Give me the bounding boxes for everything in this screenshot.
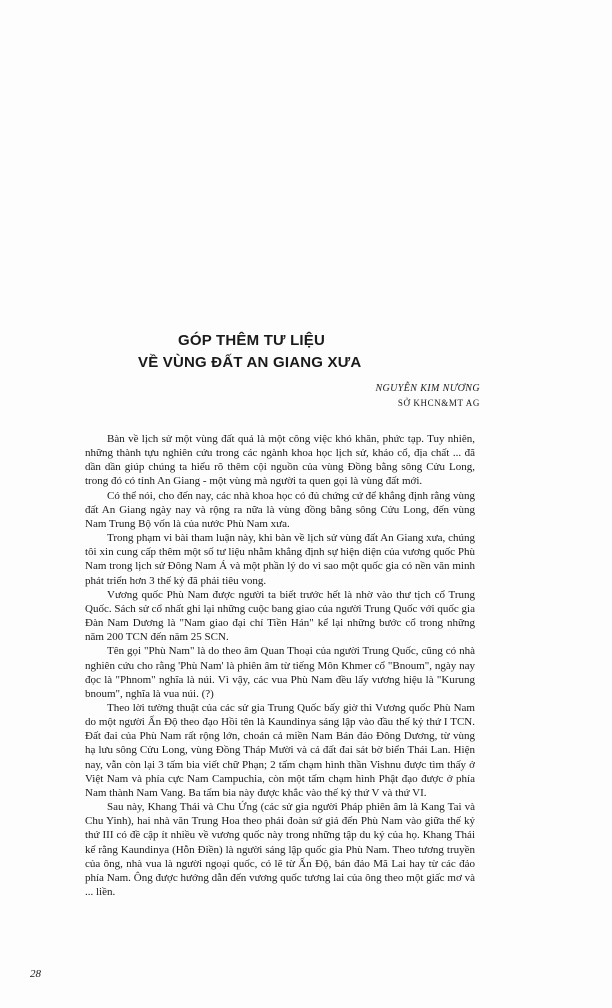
page-number: 28 xyxy=(30,968,41,980)
title-line-2: VỀ VÙNG ĐẤT AN GIANG XƯA xyxy=(138,354,362,371)
title-line-1: GÓP THÊM TƯ LIỆU xyxy=(178,332,326,349)
paragraph-7: Sau này, Khang Thái và Chu Ứng (các sử gia người Pháp phiên âm là Kang Tai và Chu Yinh), hai nhà văn Trung Hoa theo phái đoàn sứ giả đến Phù Nam vào giữa thế kỷ thứ III có đề cập ít nhiều về vương quốc này trong những tập du ký của họ. Khang Thái kể rằng Kaundinya (Hỗn Điền) là người sáng lập quốc gia Phù Nam. Theo tương truyền của ông, nhà vua là người ngoại quốc, có lẽ từ Ấn Độ, bán đảo Mã Lai hay từ các đảo phía Nam. Ông được hướng dẫn đến vương quốc tương lai của ông theo một giấc mơ và ... liền. xyxy=(85,801,475,898)
author-name: NGUYỄN KIM NƯƠNG xyxy=(375,383,480,394)
byline xyxy=(375,382,480,410)
author-affiliation: SỞ KHCN&MT AG xyxy=(397,398,480,408)
article-body xyxy=(85,432,475,899)
paragraph-3: Trong phạm vi bài tham luận này, khi bàn về lịch sử vùng đất An Giang xưa, chúng tôi xin cung cấp thêm một số tư liệu nhằm khẳng định sự hiện diện của vương quốc Phù Nam trong lịch sử Đông Nam Á và một phần lý do vì sao một quốc gia có nền văn minh phát triển hơn 3 thế kỷ đã phải tiêu vong. xyxy=(85,532,475,587)
article-title xyxy=(120,330,520,374)
paragraph-2: Có thể nói, cho đến nay, các nhà khoa học có đủ chứng cứ để khẳng định rằng vùng đất An Giang ngày nay và rộng ra nữa là vùng đồng bằng sông Cửu Long, đến vùng Nam Trung Bộ vốn là của nước Phù Nam xưa. xyxy=(85,489,475,530)
paragraph-6: Theo lời tường thuật của các sử gia Trung Quốc bấy giờ thì Vương quốc Phù Nam do một người Ấn Độ theo đạo Hồi tên là Kaundinya sáng lập vào đầu thế kỷ thứ I TCN. Đất đai của Phù Nam rất rộng lớn, choán cả miền Nam Bán đảo Đông Dương, từ vùng hạ lưu sông Cửu Long, vùng Đồng Tháp Mười và cả đất đai sát bờ biển Thái Lan. Hiện nay, vẫn còn lại 3 tấm bia viết chữ Phạn; 2 tấm chạm hình thần Vishnu được tìm thấy ở Việt Nam và phía cực Nam Campuchia, còn một tấm chạm hình Phật đạo được ở phía Nam thành Nam Vang. Ba tấm bia này được khắc vào thế kỷ thứ V và thứ VI. xyxy=(85,701,475,799)
paragraph-4: Vương quốc Phù Nam được người ta biết trước hết là nhờ vào thư tịch cổ Trung Quốc. Sách sử cổ nhất ghi lại những cuộc bang giao của người Trung Quốc với quốc gia Đàn Nam Dương là "Nam giao đại chí Tiền Hán" kể lại những bước cổ trong những năm 200 TCN đến năm 25 SCN. xyxy=(85,588,475,644)
paragraph-1: Bàn về lịch sử một vùng đất quả là một công việc khó khăn, phức tạp. Tuy nhiên, những thành tựu nghiên cứu trong các ngành khoa học lịch sử, khảo cổ, địa chất ... đã dần dần giúp chúng ta hiểu rõ thêm cội nguồn của vùng Đồng bằng sông Cửu Long, trong đó có tỉnh An Giang - một vùng mà người ta quen gọi là vùng đất mới. xyxy=(85,433,475,488)
paragraph-5: Tên gọi "Phù Nam" là do theo âm Quan Thoại của người Trung Quốc, cũng có nhà nghiên cứu cho rằng 'Phù Nam' là phiên âm từ tiếng Môn Khmer cổ "Bnoum", ngày nay đọc là "Phnom" nghĩa là núi. Vì vậy, các vua Phù Nam đều lấy vương hiệu là "Kurung bnoum", nghĩa là vua núi. (?) xyxy=(85,645,475,700)
